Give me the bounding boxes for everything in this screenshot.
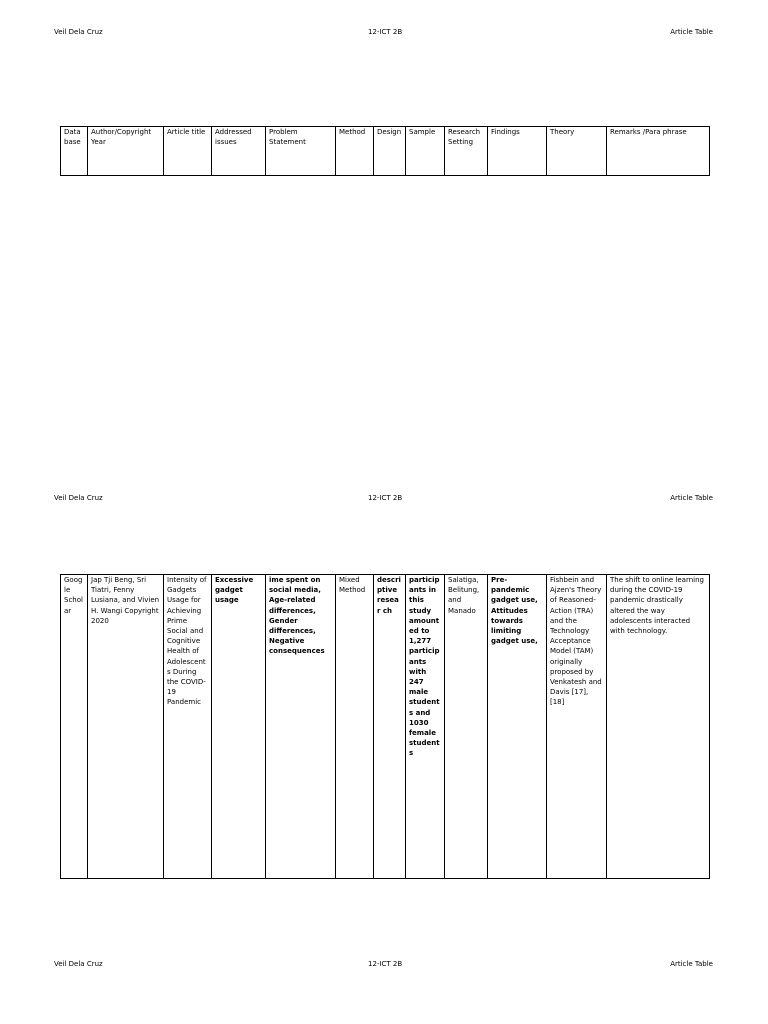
header-cell: Method <box>336 127 374 176</box>
header-cell: Addressed issues <box>212 127 266 176</box>
header-author: Veil Dela Cruz <box>54 960 103 968</box>
header-title: Article Table <box>670 28 713 36</box>
cell-database: Goog le Schol ar <box>61 575 88 879</box>
header-cell: Problem Statement <box>266 127 336 176</box>
header-author: Veil Dela Cruz <box>54 494 103 502</box>
header-cell: Author/Copyright Year <box>88 127 164 176</box>
cell-findings: Pre-pandemic gadget use, Attitudes towards limiting gadget use, <box>488 575 547 879</box>
header-cell: Design <box>374 127 406 176</box>
header-section: 12-ICT 2B <box>368 28 403 36</box>
header-cell: Findings <box>488 127 547 176</box>
cell-issues: Excessive gadget usage <box>212 575 266 879</box>
header-title: Article Table <box>670 494 713 502</box>
header-cell: Article title <box>164 127 212 176</box>
cell-design: descri ptive resear ch <box>374 575 406 879</box>
cell-sample: particip ants in this study amount ed to 1,277 particip ants with 247 male student s and 1030 female student s <box>406 575 445 879</box>
cell-theory: Fishbein and Ajzen's Theory of Reasoned-Action (TRA) and the Technology Acceptance Model (TAM) originally proposed by Venkatesh and Davis [17], [18] <box>547 575 607 879</box>
header-cell: Remarks /Para phrase <box>607 127 710 176</box>
header-cell: Theory <box>547 127 607 176</box>
article-table-body <box>60 574 710 879</box>
table-header-row <box>61 127 710 176</box>
cell-setting: Salatiga, Belitung, and Manado <box>445 575 488 879</box>
header-author: Veil Dela Cruz <box>54 28 103 36</box>
page-header <box>0 26 768 38</box>
page-header <box>0 492 768 504</box>
header-cell: Sample <box>406 127 445 176</box>
cell-author: Jap Tji Beng, Sri Tiatri, Fenny Lusiana, and Vivien H. Wangi Copyright 2020 <box>88 575 164 879</box>
page-header <box>0 958 768 970</box>
cell-method: Mixed Method <box>336 575 374 879</box>
header-section: 12-ICT 2B <box>368 494 403 502</box>
cell-title: Intensity of Gadgets Usage for Achieving Prime Social and Cognitive Health of Adolescent s During the COVID-19 Pandemic <box>164 575 212 879</box>
header-title: Article Table <box>670 960 713 968</box>
header-cell: Data base <box>61 127 88 176</box>
cell-remarks: The shift to online learning during the COVID-19 pandemic drastically altered the way adolescents interacted with technology. <box>607 575 710 879</box>
cell-problem: ime spent on social media, Age-related differences, Gender differences, Negative consequences <box>266 575 336 879</box>
header-cell: Research Setting <box>445 127 488 176</box>
table-row <box>61 575 710 879</box>
article-table-header <box>60 126 710 176</box>
header-section: 12-ICT 2B <box>368 960 403 968</box>
